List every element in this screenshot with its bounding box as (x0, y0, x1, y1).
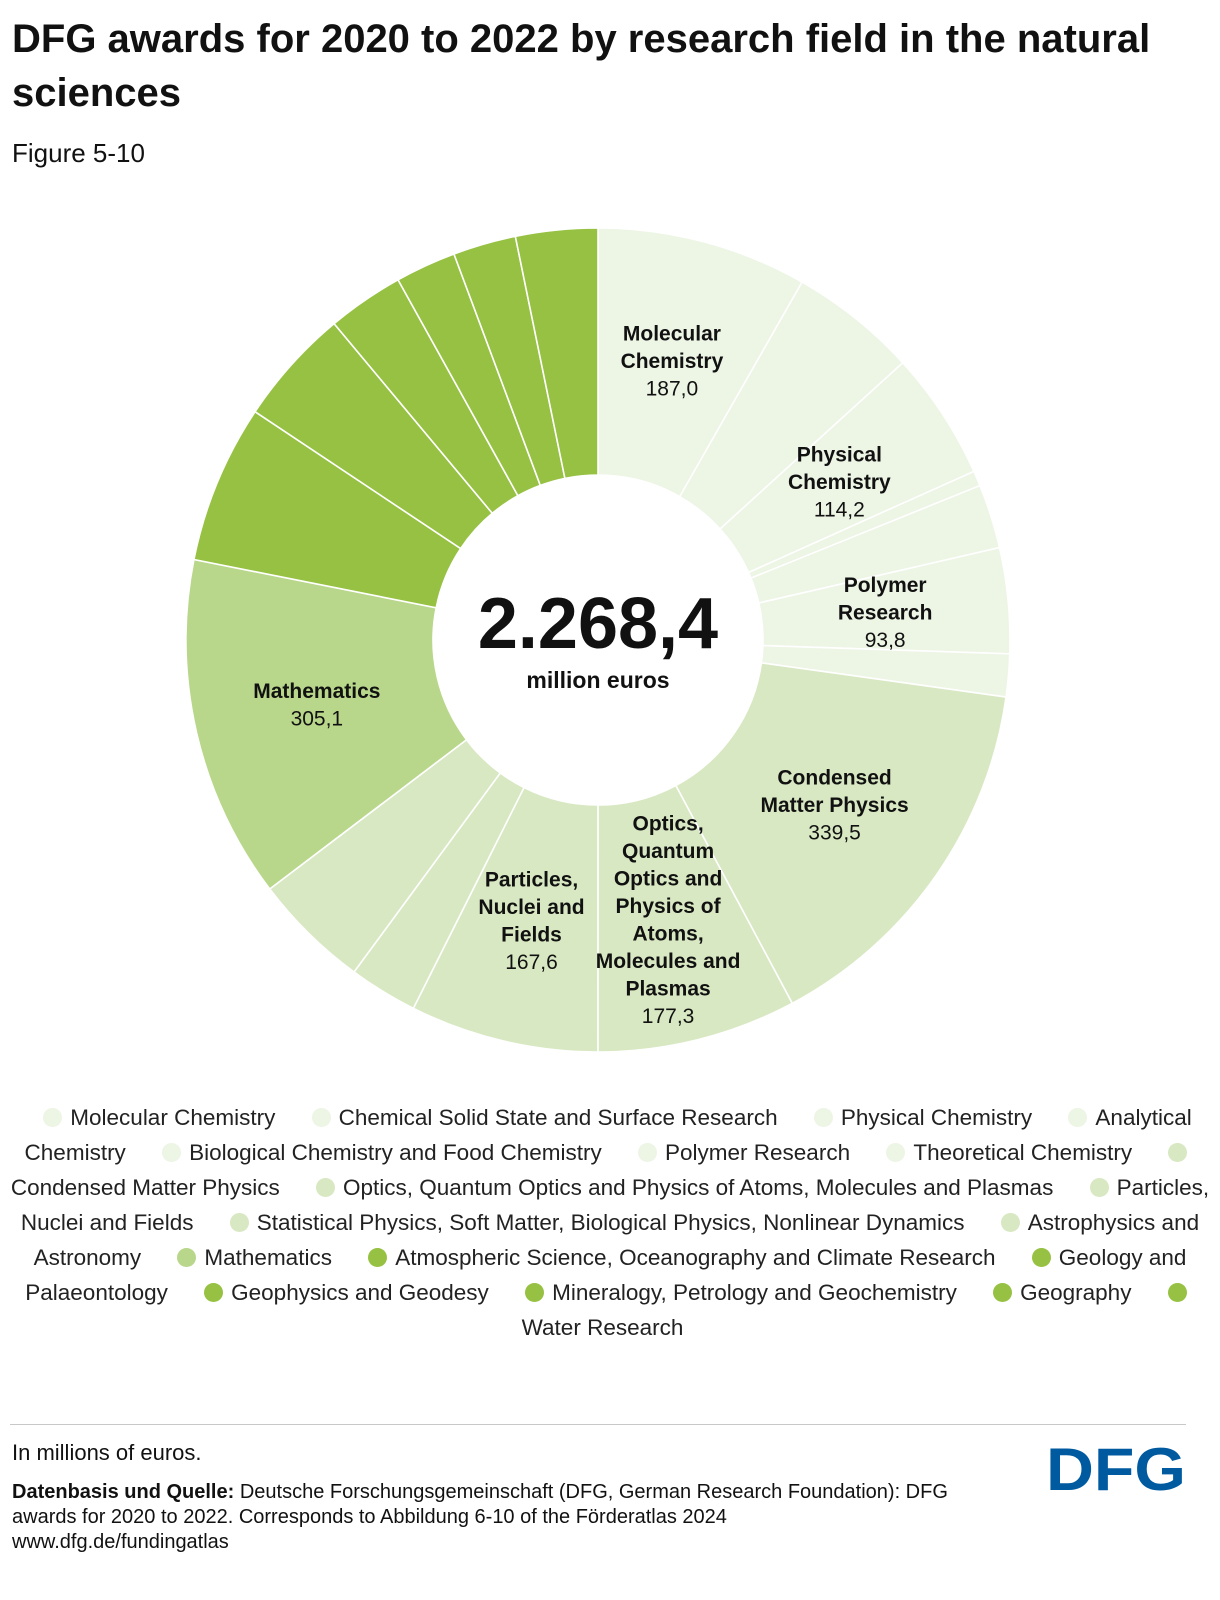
legend-label: Optics, Quantum Optics and Physics of Atoms, Molecules and Plasmas (343, 1175, 1054, 1200)
legend-swatch-icon (638, 1143, 657, 1162)
footer-divider (10, 1424, 1186, 1425)
source-text: Deutsche Forschungsgemeinschaft (DFG, German Research Foundation): DFG awards for 2020 to 2022. Corresponds to Abbildung 6-10 of the Förderatlas 2024 (12, 1481, 948, 1528)
slice-label-7: Condensed Matter Physics 339,5 (760, 766, 909, 845)
slice-label-12: Mathematics 305,1 (253, 679, 381, 731)
legend-label: Condensed Matter Physics (10, 1175, 280, 1200)
legend-item (177, 1245, 332, 1270)
legend-label: Chemical Solid State and Surface Research (338, 1105, 778, 1130)
legend-label: Mineralogy, Petrology and Geochemistry (552, 1280, 957, 1305)
slice-label-0: Molecular Chemistry 187,0 (620, 322, 724, 401)
legend-swatch-icon (886, 1143, 905, 1162)
legend-label: Geophysics and Geodesy (231, 1280, 489, 1305)
legend-swatch-icon (1090, 1178, 1109, 1197)
legend-label: Particles, Nuclei and Fields (20, 1175, 1210, 1235)
legend-label: Biological Chemistry and Food Chemistry (189, 1140, 602, 1165)
dfg-logo-icon (1046, 1444, 1186, 1494)
legend-swatch-icon (312, 1108, 331, 1127)
legend-swatch-icon (1168, 1283, 1187, 1302)
legend-label: Atmospheric Science, Oceanography and Climate Research (395, 1245, 996, 1270)
logo-text: DFG (1046, 1444, 1186, 1494)
legend-swatch-icon (43, 1108, 62, 1127)
legend-label: Polymer Research (665, 1140, 851, 1165)
legend-item (886, 1140, 1132, 1165)
legend-item (312, 1105, 778, 1130)
legend-label: Statistical Physics, Soft Matter, Biological Physics, Nonlinear Dynamics (256, 1210, 965, 1235)
slice-label-9: Particles, Nuclei and Fields 167,6 (478, 868, 585, 974)
source-label: Datenbasis und Quelle: (12, 1481, 235, 1503)
legend-swatch-icon (230, 1213, 249, 1232)
legend-item (230, 1210, 965, 1235)
source-url[interactable]: www.dfg.de/fundingatlas (12, 1531, 229, 1553)
legend-label: Astrophysics and Astronomy (33, 1210, 1200, 1270)
legend-item (638, 1140, 850, 1165)
legend-item (525, 1280, 957, 1305)
legend-item (814, 1105, 1032, 1130)
source-note (12, 1480, 1012, 1555)
legend-label: Molecular Chemistry (70, 1105, 276, 1130)
slice-label-8: Optics, Quantum Optics and Physics of Atoms, Molecules and Plasmas 177,3 (595, 812, 741, 1029)
legend-swatch-icon (316, 1178, 335, 1197)
legend-label: Geology and Palaeontology (25, 1245, 1187, 1305)
slice-label-5: Polymer Research 93,8 (837, 573, 933, 652)
legend-swatch-icon (993, 1283, 1012, 1302)
legend-swatch-icon (1068, 1108, 1087, 1127)
legend-item (368, 1245, 995, 1270)
legend (10, 1100, 1210, 1345)
legend-label: Geography (1020, 1280, 1132, 1305)
total-value: 2.268,4 (477, 584, 719, 664)
legend-swatch-icon (1032, 1248, 1051, 1267)
donut-chart (0, 200, 1200, 1080)
legend-item (316, 1175, 1053, 1200)
legend-label: Analytical Chemistry (24, 1105, 1192, 1165)
legend-item (162, 1140, 602, 1165)
total-unit: million euros (526, 667, 670, 693)
figure-number: Figure 5-10 (12, 138, 145, 168)
unit-note: In millions of euros. (12, 1440, 202, 1465)
legend-label: Water Research (521, 1315, 684, 1340)
legend-item (204, 1280, 489, 1305)
legend-swatch-icon (177, 1248, 196, 1267)
legend-label: Mathematics (204, 1245, 332, 1270)
legend-label: Theoretical Chemistry (913, 1140, 1133, 1165)
legend-swatch-icon (1001, 1213, 1020, 1232)
legend-swatch-icon (525, 1283, 544, 1302)
legend-item (993, 1280, 1131, 1305)
slice-label-2: Physical Chemistry 114,2 (787, 443, 891, 522)
legend-swatch-icon (814, 1108, 833, 1127)
legend-item (43, 1105, 275, 1130)
legend-label: Physical Chemistry (840, 1105, 1033, 1130)
legend-swatch-icon (1168, 1143, 1187, 1162)
legend-swatch-icon (368, 1248, 387, 1267)
legend-swatch-icon (162, 1143, 181, 1162)
page-title: DFG awards for 2020 to 2022 by research field in the natural sciences (12, 17, 1151, 115)
legend-swatch-icon (204, 1283, 223, 1302)
